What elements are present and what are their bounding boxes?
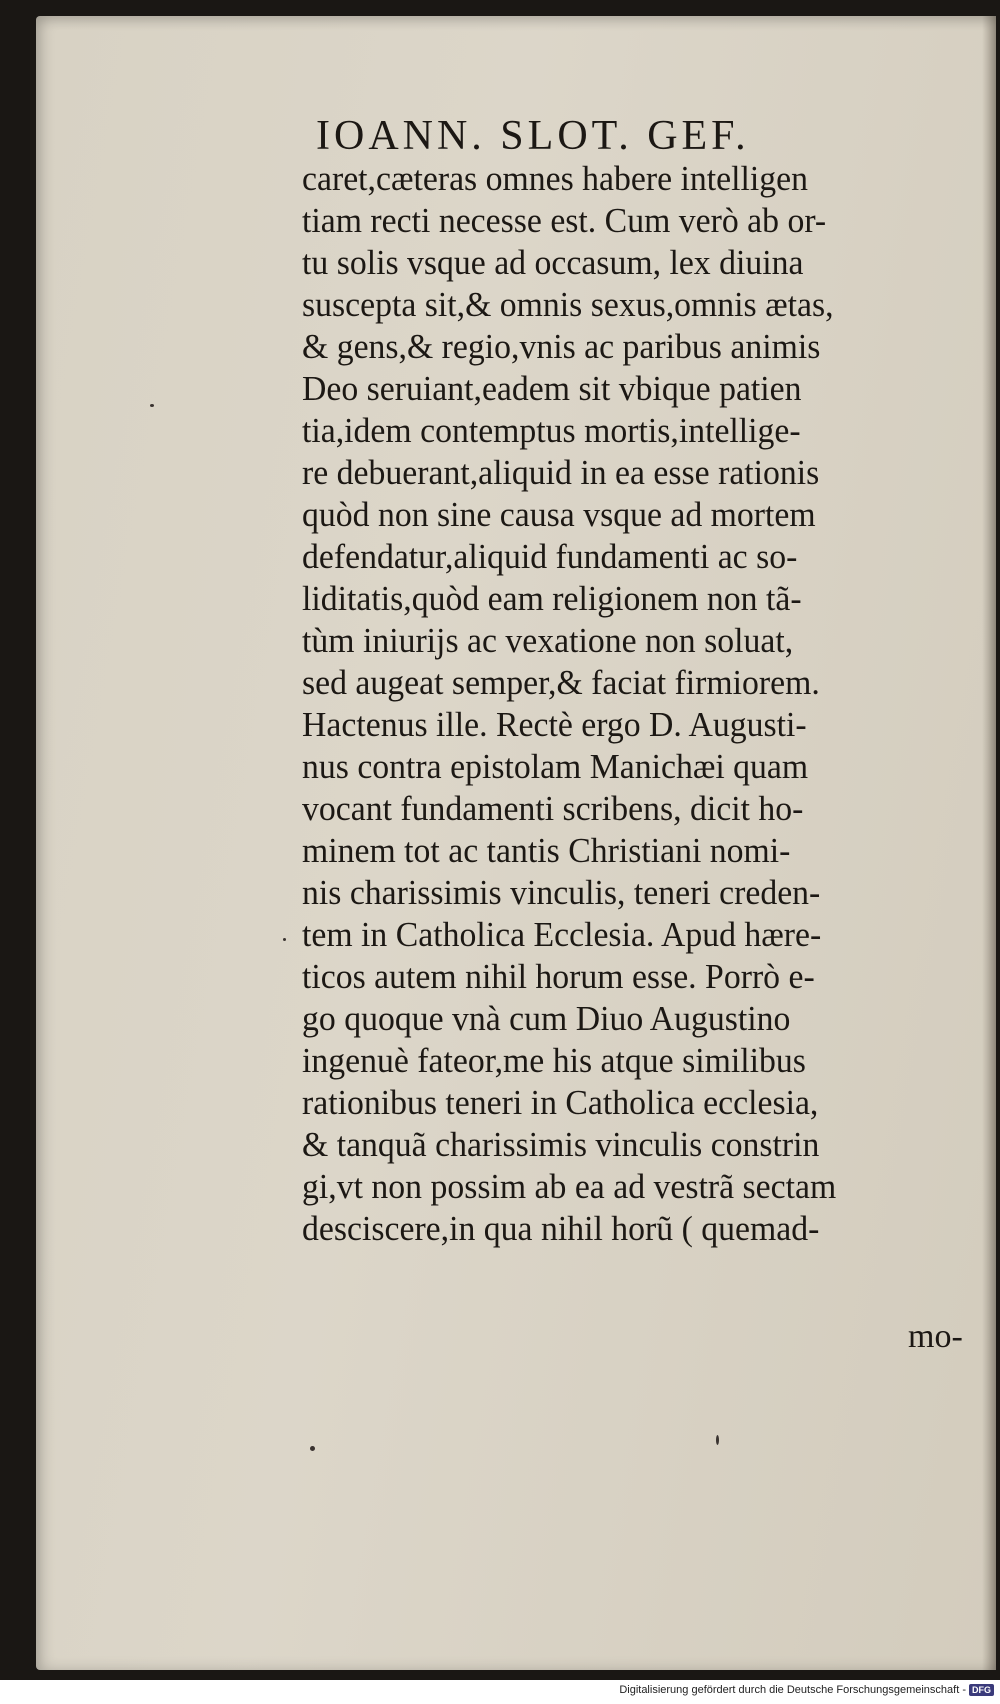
text-line: tem in Catholica Ecclesia. Apud hære- [302,916,822,954]
text-line: tia,idem contemptus mortis,intellige- [302,412,801,450]
catchword: mo- [908,1318,963,1355]
text-line: Hactenus ille. Rectè ergo D. Augusti- [302,706,807,744]
digitization-footer [619,1684,994,1696]
text-line: Deo seruiant,eadem sit vbique patien [302,370,802,408]
text-line: & tanquã charissimis vinculis constrin [302,1126,820,1164]
text-line: vocant fundamenti scribens, dicit ho- [302,790,804,828]
dfg-logo: DFG [969,1684,994,1696]
text-line: tùm iniurijs ac vexatione non soluat, [302,622,794,660]
text-line: suscepta sit,& omnis sexus,omnis ætas, [302,286,834,324]
running-head: IOANN. SLOT. GEF. [316,113,750,159]
text-line: nus contra epistolam Manichæi quam [302,748,809,786]
footer-credit: Digitalisierung gefördert durch die Deutsche Forschungsgemeinschaft - [619,1684,966,1696]
text-line: ticos autem nihil horum esse. Porrò e- [302,958,815,996]
text-line: defendatur,aliquid fundamenti ac so- [302,538,798,576]
text-line: rationibus teneri in Catholica ecclesia, [302,1084,819,1122]
text-line: tiam recti necesse est. Cum verò ab or- [302,202,827,240]
body-text [302,158,992,1250]
text-line: caret,cæteras omnes habere intelligen [302,160,809,198]
text-line: desciscere,in qua nihil horũ ( quemad- [302,1210,820,1248]
speck-mark [283,938,286,941]
speck-mark [150,404,154,407]
text-line: ingenuè fateor,me his atque similibus [302,1042,806,1080]
text-line: go quoque vnà cum Diuo Augustino [302,1000,791,1038]
text-line: nis charissimis vinculis, teneri creden- [302,874,821,912]
text-line: & gens,& regio,vnis ac paribus animis [302,328,821,366]
text-line: tu solis vsque ad occasum, lex diuina [302,244,804,282]
text-line: re debuerant,aliquid in ea esse rationis [302,454,820,492]
text-line: sed augeat semper,& faciat firmiorem. [302,664,820,702]
speck-mark [310,1446,315,1451]
text-line: minem tot ac tantis Christiani nomi- [302,832,791,870]
text-line: liditatis,quòd eam religionem non tã- [302,580,802,618]
speck-mark [716,1435,719,1445]
text-line: gi,vt non possim ab ea ad vestrã sectam [302,1168,837,1206]
text-line: quòd non sine causa vsque ad mortem [302,496,816,534]
